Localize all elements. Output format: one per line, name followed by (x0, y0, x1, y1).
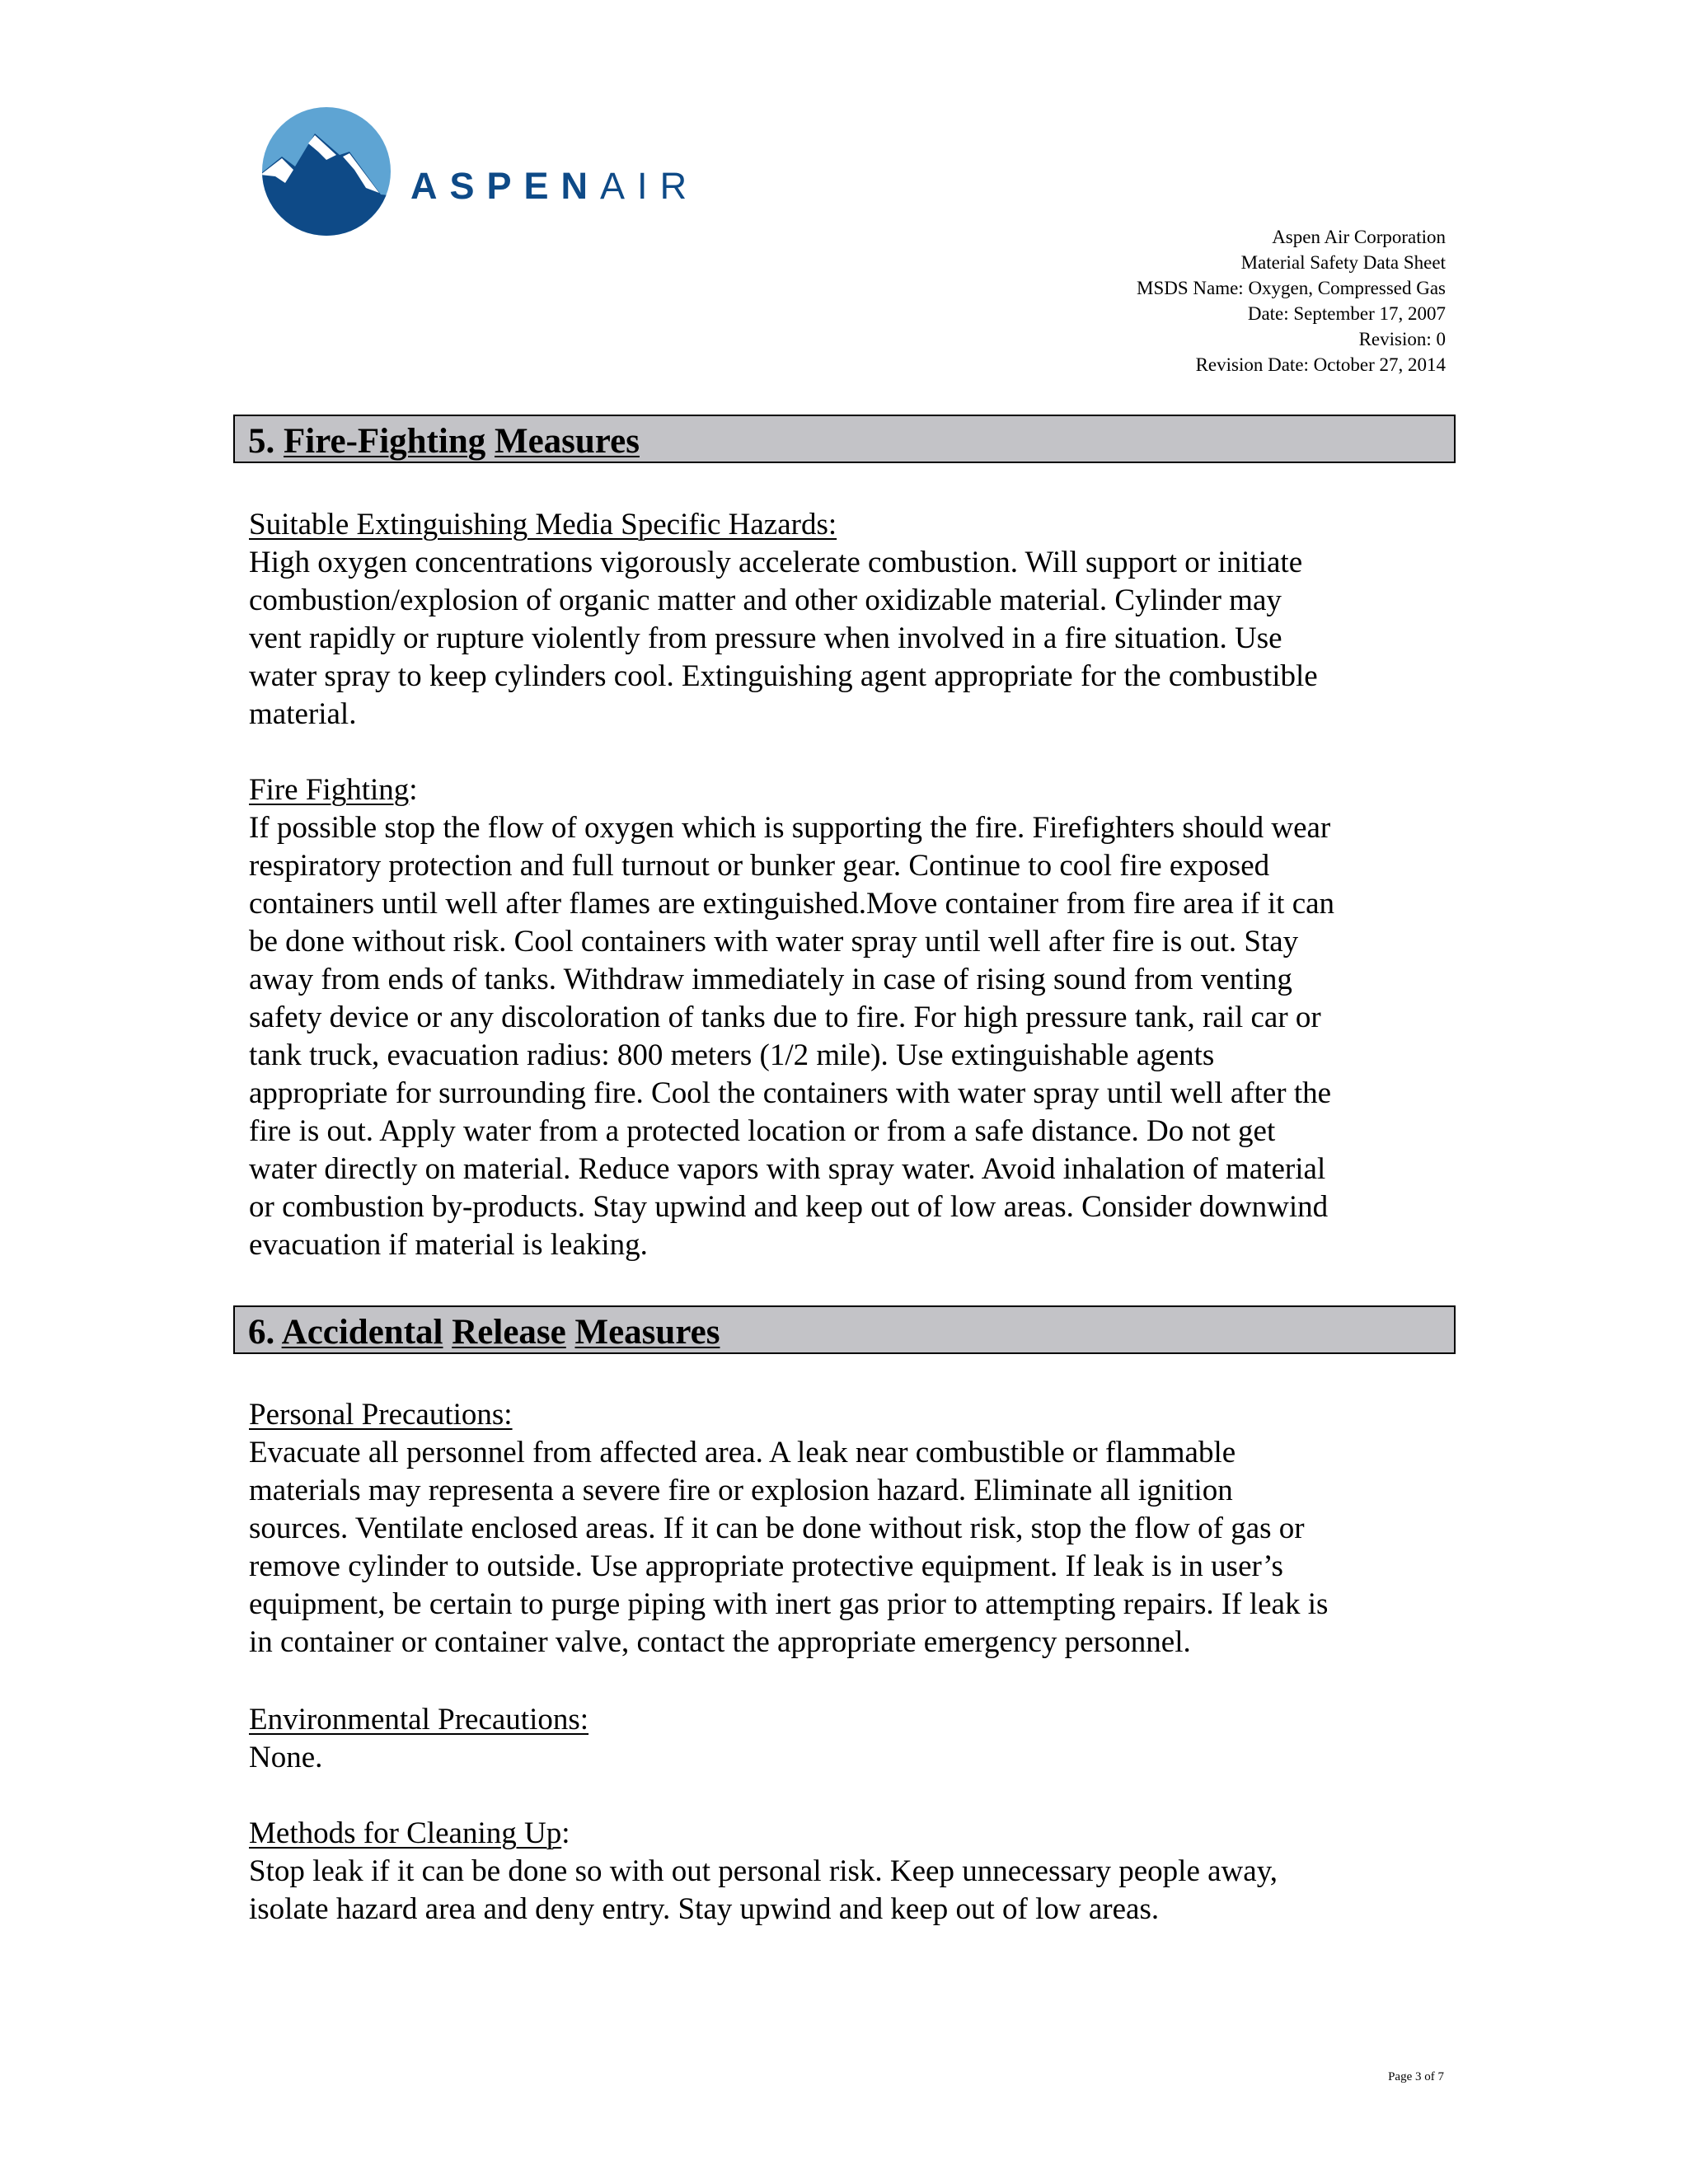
section-5-number: 5. (248, 422, 275, 461)
paragraph-line: be done without risk. Cool containers with water spray until well after fire is out. Stay (249, 925, 1299, 958)
personal-precautions-block (249, 1396, 1452, 1661)
environmental-precautions-heading-text: Environmental Precautions: (249, 1703, 589, 1736)
company-logo (257, 105, 719, 237)
cleanup-methods-heading (249, 1815, 1452, 1853)
paragraph-line: vent rapidly or rupture violently from pressure when involved in a fire situation. Use (249, 621, 1282, 655)
section-6-title-word-2: Release (452, 1313, 566, 1352)
paragraph-line: tank truck, evacuation radius: 800 meters (1/2 mile). Use extinguishable agents (249, 1038, 1215, 1072)
section-5-header (233, 415, 1456, 463)
paragraph-line: containers until well after flames are extinguished.Move container from fire area if it can (249, 887, 1335, 921)
section-6-title (248, 1312, 720, 1352)
paragraph-line: combustion/explosion of organic matter and other oxidizable material. Cylinder may (249, 583, 1282, 617)
environmental-precautions-heading (249, 1701, 1452, 1739)
logo-name-bold: ASPEN (410, 165, 601, 207)
environmental-precautions-block (249, 1701, 1452, 1777)
paragraph-line: material. (249, 697, 357, 731)
revision-number: Revision: 0 (1358, 329, 1446, 349)
personal-precautions-heading (249, 1396, 1452, 1434)
paragraph-line: in container or container valve, contact the appropriate emergency personnel. (249, 1625, 1191, 1659)
fire-fighting-heading (249, 771, 1452, 809)
cleanup-methods-heading-text: Methods for Cleaning Up (249, 1816, 562, 1850)
paragraph-line: away from ends of tanks. Withdraw immediately in case of rising sound from venting (249, 963, 1292, 996)
section-5-title-word-1: Fire-Fighting (284, 422, 486, 461)
extinguishing-media-heading (249, 506, 1452, 544)
revision-date: Revision Date: October 27, 2014 (1195, 354, 1446, 375)
document-type: Material Safety Data Sheet (1240, 252, 1446, 273)
logo-wordmark (410, 165, 699, 208)
section-5-title (248, 421, 640, 462)
page-number: Page 3 of 7 (1388, 2070, 1444, 2083)
paragraph-line: If possible stop the flow of oxygen which is supporting the fire. Firefighters should wear (249, 811, 1331, 845)
paragraph-line: Evacuate all personnel from affected area. A leak near combustible or flammable (249, 1436, 1236, 1469)
paragraph-line: isolate hazard area and deny entry. Stay upwind and keep out of low areas. (249, 1892, 1160, 1926)
paragraph-line: or combustion by-products. Stay upwind and keep out of low areas. Consider downwind (249, 1190, 1329, 1224)
paragraph-line: water directly on material. Reduce vapors with spray water. Avoid inhalation of material (249, 1152, 1326, 1186)
mountain-logo-icon (257, 105, 397, 237)
msds-name: MSDS Name: Oxygen, Compressed Gas (1137, 278, 1446, 298)
company-name: Aspen Air Corporation (1272, 227, 1446, 247)
document-date: Date: September 17, 2007 (1247, 303, 1446, 324)
paragraph-line: equipment, be certain to purge piping with inert gas prior to attempting repairs. If leak is (249, 1587, 1329, 1621)
document-header (1137, 224, 1446, 377)
section-5-title-word-2: Measures (494, 422, 640, 461)
cleanup-methods-block (249, 1815, 1452, 1929)
heading-colon: : (561, 1816, 570, 1850)
fire-fighting-heading-text: Fire Fighting (249, 773, 410, 807)
paragraph-line: fire is out. Apply water from a protected location or from a safe distance. Do not get (249, 1114, 1276, 1148)
paragraph-line: evacuation if material is leaking. (249, 1228, 648, 1262)
section-6-title-word-1: Accidental (281, 1313, 443, 1352)
personal-precautions-heading-text: Personal Precautions: (249, 1398, 513, 1432)
paragraph-line: appropriate for surrounding fire. Cool the containers with water spray until well after the (249, 1076, 1332, 1110)
paragraph-line: sources. Ventilate enclosed areas. If it can be done without risk, stop the flow of gas or (249, 1511, 1305, 1545)
paragraph-line: water spray to keep cylinders cool. Extinguishing agent appropriate for the combustible (249, 659, 1318, 693)
section-6-header (233, 1305, 1456, 1354)
section-6-number: 6. (248, 1313, 275, 1352)
logo-name-light: AIR (600, 165, 700, 207)
paragraph-line: safety device or any discoloration of tanks due to fire. For high pressure tank, rail car or (249, 1001, 1321, 1034)
paragraph-line: None. (249, 1741, 323, 1774)
paragraph-line: remove cylinder to outside. Use appropriate protective equipment. If leak is in user’s (249, 1549, 1283, 1583)
paragraph-line: High oxygen concentrations vigorously accelerate combustion. Will support or initiate (249, 546, 1303, 579)
heading-colon: : (409, 773, 418, 807)
extinguishing-media-block (249, 506, 1452, 733)
paragraph-line: materials may representa a severe fire or explosion hazard. Eliminate all ignition (249, 1474, 1233, 1507)
paragraph-line: respiratory protection and full turnout or bunker gear. Continue to cool fire exposed (249, 849, 1270, 883)
paragraph-line: Stop leak if it can be done so with out personal risk. Keep unnecessary people away, (249, 1854, 1278, 1888)
section-6-title-word-3: Measures (574, 1313, 720, 1352)
extinguishing-media-heading-text: Suitable Extinguishing Media Specific Hazards: (249, 508, 837, 541)
fire-fighting-block (249, 771, 1452, 1264)
